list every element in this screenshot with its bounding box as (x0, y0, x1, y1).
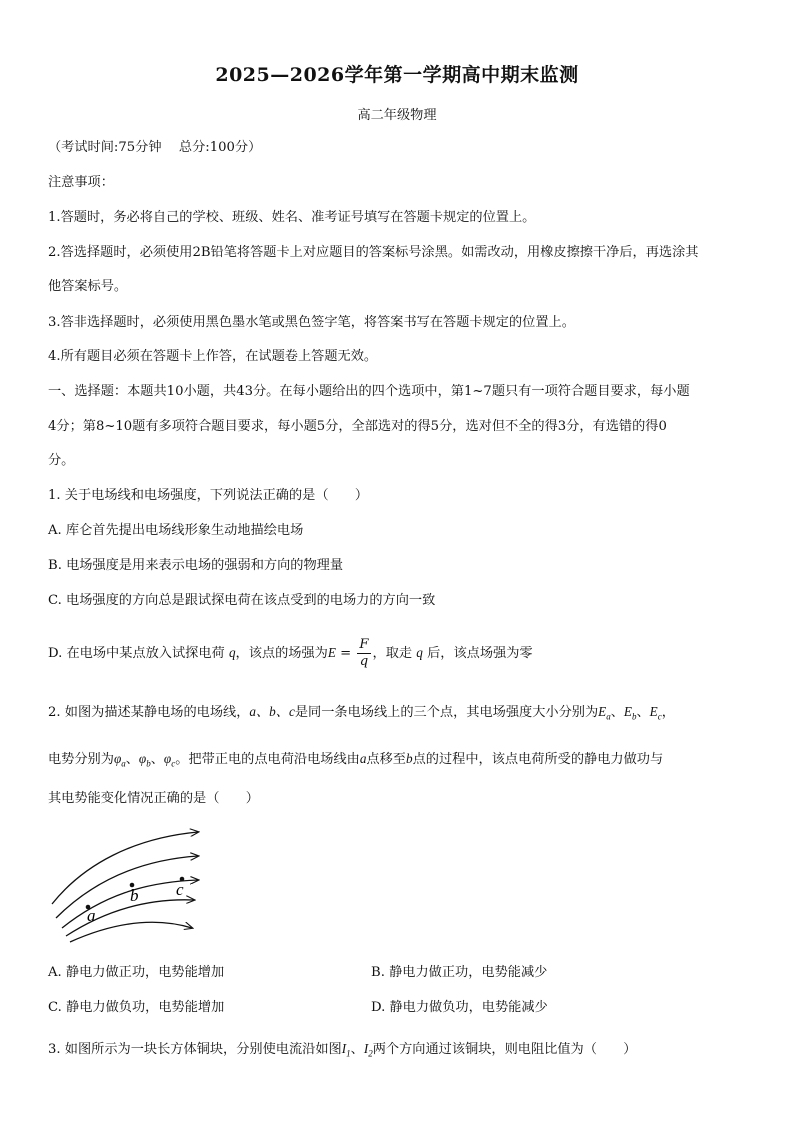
q2-point-b: b (405, 751, 413, 766)
q1-option-a: A. 库仑首先提出电场线形象生动地描绘电场 (48, 523, 304, 538)
q2-Ec (649, 704, 662, 722)
q1-option-d (48, 628, 533, 679)
q3-I-sub-2: 2 (368, 1048, 373, 1059)
q1-formula-numerator: F (359, 637, 369, 652)
q2-stem-text-6: 点的过程中，该点电荷所受的静电力做功与 (412, 752, 664, 767)
q2-phi-a (113, 751, 126, 769)
notice-item-3: 3.答非选择题时，必须使用黑色墨水笔或黑色签字笔，将答案书写在答题卡规定的位置上。 (48, 315, 575, 330)
q2-phi-symbol-a: φ (113, 751, 122, 766)
q3-I-sub-1: 1 (346, 1048, 351, 1059)
field-line-4 (66, 900, 194, 936)
section-1-intro: 一、选择题：本题共10小题，共43分。在每小题给出的四个选项中，第1~7题只有一项符合题目要求，每小题 (48, 384, 690, 399)
q2-E-sub-b: b (631, 711, 637, 722)
q2-E-sub-a: a (606, 711, 611, 722)
q2-phi-sub-b: b (146, 758, 151, 769)
q3-I-symbol-1: I (341, 1041, 347, 1056)
q2-phi-sep-1: 、 (125, 752, 139, 767)
q2-points: a、b、c (249, 704, 295, 719)
field-line-5 (70, 922, 192, 942)
q2-point-a: a (359, 751, 367, 766)
q2-stem-line-3: 其电势能变化情况正确的是（ ） (48, 791, 259, 806)
notice-item-2-cont: 他答案标号。 (48, 279, 128, 294)
q2-field-lines-figure (44, 824, 214, 944)
label-c: c (176, 880, 184, 899)
q1-option-d-text-3: ，取走 (372, 646, 413, 661)
q2-Eb (623, 704, 637, 722)
notice-item-2: 2.答选择题时，必须使用2B铅笔将答题卡上对应题目的答案标号涂黑。如需改动，用橡皮擦擦干净后，再选涂其 (48, 245, 699, 260)
q2-phi-sep-2: 、 (150, 752, 164, 767)
notice-heading: 注意事项： (48, 175, 114, 190)
q2-stem-text-1: 2. 如图为描述某静电场的电场线， (48, 705, 250, 720)
q2-stem-text-2: 是同一条电场线上的三个点，其电场强度大小分别为 (294, 705, 599, 720)
q3-I-symbol-2: I (363, 1041, 369, 1056)
q2-sep-1: 、 (610, 705, 624, 720)
q2-phi-c (163, 751, 176, 769)
section-1-intro-cont: 4分；第8~10题有多项符合题目要求，每小题5分，全部选对的得5分，选对但不全的得3分，有选错的得0 (48, 419, 667, 434)
q2-sep-2: 、 (636, 705, 650, 720)
q2-Ea (598, 704, 611, 722)
q2-stem-text-3: 电势分别为 (48, 752, 114, 767)
q2-stem-line-1 (48, 703, 675, 726)
q2-stem-line-2 (48, 750, 663, 773)
q1-field-formula (357, 637, 370, 670)
q3-I2 (363, 1041, 373, 1059)
q1-option-d-text-1: D. 在电场中某点放入试探电荷 (48, 646, 225, 661)
q2-stem-text-5: 点移至 (366, 752, 406, 767)
label-b: b (130, 886, 139, 905)
exam-title: 2025—2026学年第一学期高中期末监测 (215, 64, 579, 86)
q1-option-d-text-2: ，该点的场强为 (235, 646, 328, 661)
q2-phi-symbol-c: φ (163, 751, 172, 766)
q1-formula-denominator: q (359, 654, 369, 669)
q3-stem-text-1: 3. 如图所示为一块长方体铜块，分别使电流沿如图 (48, 1042, 342, 1057)
q1-option-d-eq: = (335, 646, 356, 661)
q1-option-b: B. 电场强度是用来表示电场的强弱和方向的物理量 (48, 558, 344, 573)
q2-line1-end: ， (661, 705, 675, 720)
q2-E-symbol-a: E (598, 704, 607, 719)
q1-option-c: C. 电场强度的方向总是跟试探电荷在该点受到的电场力的方向一致 (48, 593, 436, 608)
q3-sep: 、 (350, 1042, 364, 1057)
q2-phi-symbol-b: φ (138, 751, 147, 766)
q2-phi-sub-a: a (121, 758, 126, 769)
q2-option-c: C. 静电力做负功，电势能增加 (48, 1000, 225, 1015)
q2-phi-sub-c: c (171, 758, 176, 769)
q2-phi-b (138, 751, 151, 769)
q1-option-d-q2: q (416, 645, 423, 660)
q2-E-symbol-c: E (649, 704, 658, 719)
exam-subtitle: 高二年级物理 (357, 108, 437, 123)
q2-E-sub-c: c (657, 711, 662, 722)
q1-option-d-E: E (327, 645, 336, 660)
notice-item-4: 4.所有题目必须在答题卡上作答，在试题卷上答题无效。 (48, 349, 378, 364)
q1-stem: 1. 关于电场线和电场强度，下列说法正确的是（ ） (48, 488, 369, 503)
exam-info: （考试时间:75分钟 总分:100分） (48, 140, 262, 155)
q2-stem-text-4: 。把带正电的点电荷沿电场线由 (175, 752, 360, 767)
q2-option-b: B. 静电力做正功，电势能减少 (371, 965, 548, 980)
q2-E-symbol-b: E (623, 704, 632, 719)
notice-item-1: 1.答题时，务必将自己的学校、班级、姓名、准考证号填写在答题卡规定的位置上。 (48, 210, 536, 225)
label-a: a (87, 906, 96, 925)
q1-option-d-text-4: 后，该点场强为零 (427, 646, 533, 661)
section-1-intro-end: 分。 (48, 453, 75, 468)
q3-stem-text-2: 两个方向通过该铜块，则电阻比值为（ ） (372, 1042, 637, 1057)
q3-stem (48, 1040, 636, 1063)
q1-option-d-q: q (228, 645, 236, 660)
q2-option-a: A. 静电力做正功，电势能增加 (48, 965, 225, 980)
q2-option-d: D. 静电力做负功，电势能减少 (371, 1000, 548, 1015)
q3-I1 (341, 1041, 351, 1059)
